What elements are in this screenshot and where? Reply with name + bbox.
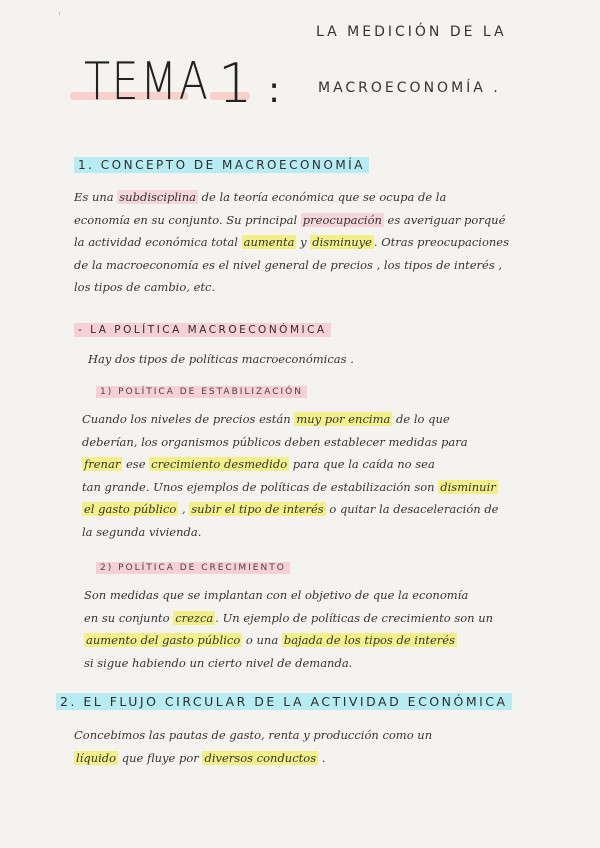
page-title-colon: : — [268, 70, 281, 111]
text-line: la segunda vivienda. — [82, 524, 202, 539]
punch-mark: ' — [58, 10, 62, 23]
subsection-heading-estabilizacion: 1) POLÍTICA DE ESTABILIZACIÓN — [96, 387, 307, 397]
subsection-heading-crecimiento: 2) POLÍTICA DE CRECIMIENTO — [96, 563, 290, 573]
text-line: Son medidas que se implantan con el objetivo de que la economía — [84, 588, 469, 602]
section-heading-politica: - LA POLÍTICA MACROECONÓMICA — [74, 324, 331, 336]
text-line: frenar ese crecimiento desmedido para que la caída no sea — [84, 457, 435, 471]
text-line: economía en su conjunto. Su principal preocupación es averiguar porqué — [74, 212, 506, 227]
text-line: deberían, los organismos públicos deben establecer medidas para — [82, 434, 468, 449]
paragraph-politica-intro — [88, 348, 354, 371]
text-line: Es una subdisciplina de la teoría económica que se ocupa de la — [74, 190, 447, 204]
text-line: aumento del gasto público o una bajada de los tipos de interés — [86, 633, 456, 647]
text-line: Cuando los niveles de precios están muy por encima de lo que — [82, 412, 450, 426]
text-line: el gasto público , subir el tipo de interés o quitar la desaceleración de — [84, 502, 499, 516]
header-line2: MACROECONOMÍA . — [318, 80, 501, 96]
section-heading-concepto: 1. CONCEPTO DE MACROECONOMÍA — [74, 158, 369, 172]
paragraph-estabilizacion — [82, 408, 498, 543]
page-title-number: 1 — [218, 52, 253, 115]
section-heading-flujo: 2. EL FLUJO CIRCULAR DE LA ACTIVIDAD ECONÓMICA — [56, 694, 512, 709]
text-line: Concebimos las pautas de gasto, renta y producción como un — [74, 728, 433, 742]
paragraph-concepto — [74, 186, 509, 299]
page-title: TEMA — [84, 52, 210, 112]
text-line: líquido que fluye por diversos conductos . — [76, 750, 326, 765]
text-line: si sigue habiendo un cierto nivel de demanda. — [84, 655, 353, 670]
paragraph-crecimiento — [84, 584, 493, 674]
text-line: los tipos de cambio, etc. — [74, 280, 216, 294]
text-line: tan grande. Unos ejemplos de políticas de estabilización son disminuir — [82, 479, 496, 494]
paragraph-flujo — [74, 724, 432, 769]
text-line: Hay dos tipos de políticas macroeconómicas . — [88, 352, 354, 366]
text-line: en su conjunto crezca . Un ejemplo de políticas de crecimiento son un — [84, 610, 494, 625]
text-line: la actividad económica total aumenta y disminuye . Otras preocupaciones — [74, 235, 509, 249]
text-line: de la macroeconomía es el nivel general de precios , los tipos de interés , — [74, 257, 503, 272]
header-line1: LA MEDICIÓN DE LA — [316, 24, 507, 40]
